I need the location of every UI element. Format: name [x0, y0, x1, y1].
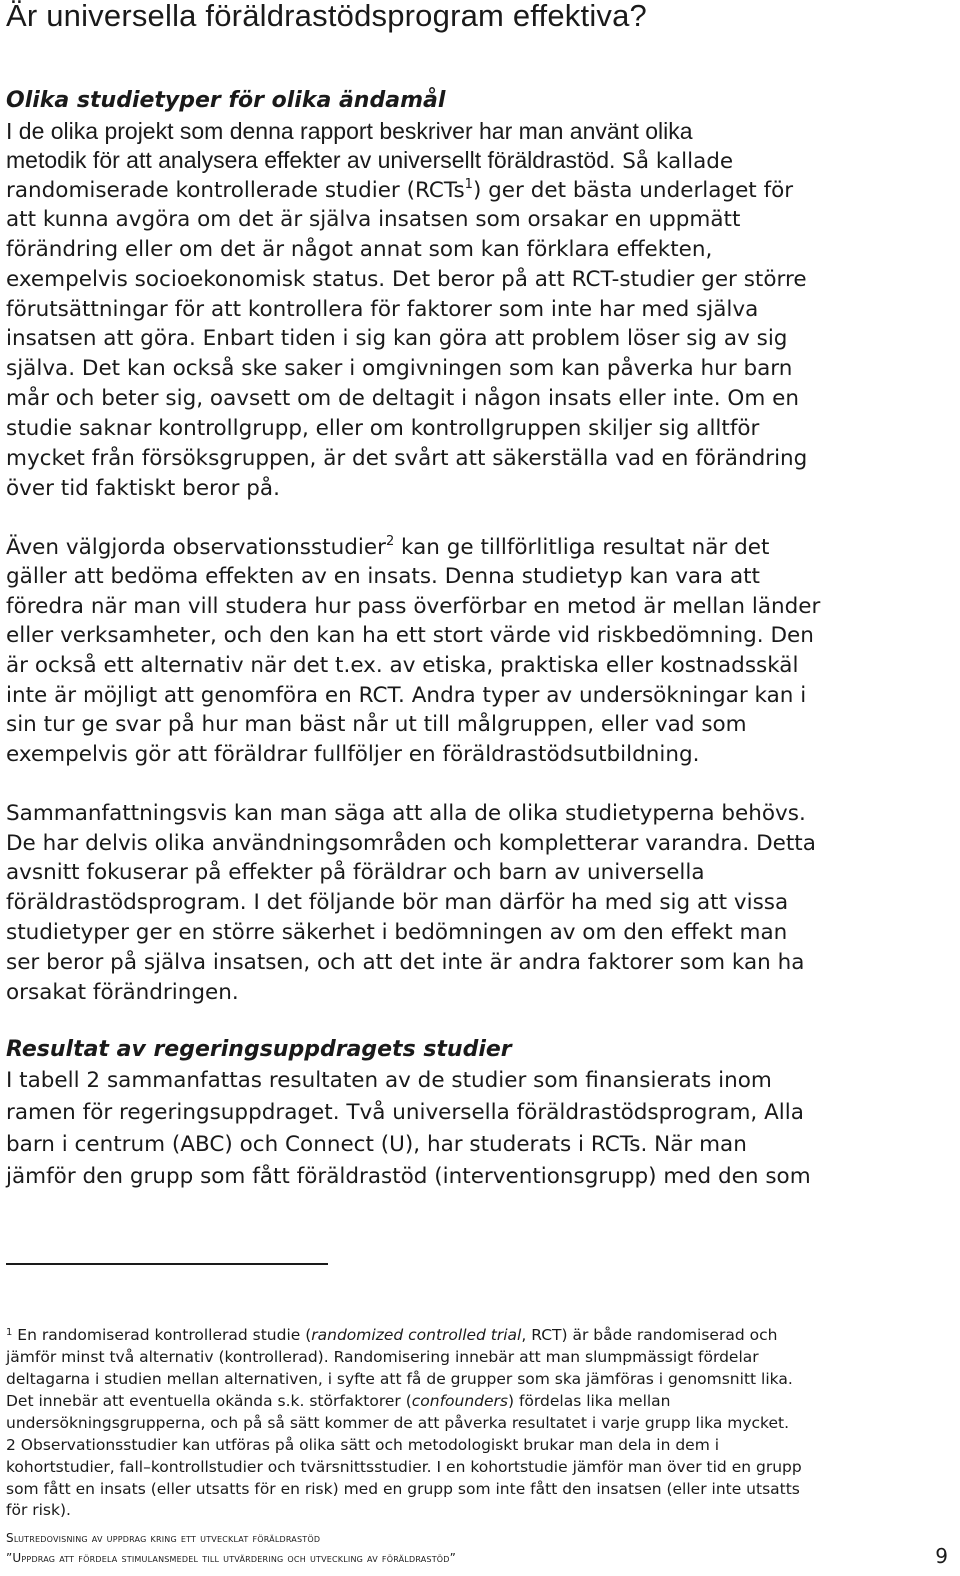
paragraph-line: sin tur ge svar på hur man bäst når ut till målgruppen, eller vad som	[6, 712, 747, 737]
paragraph-line: är också ett alternativ när det t.ex. av etiska, praktiska eller kostnadsskäl	[6, 653, 799, 678]
paragraph-line: barn i centrum (ABC) och Connect (U), har studerats i RCTs. När man	[6, 1132, 747, 1157]
footnote-1-line: $^1$ En randomiserad kontrollerad studie (randomized controlled trial, RCT) är både randomiserad och	[6, 1326, 778, 1344]
paragraph-line: förutsättningar för att kontrollera för faktorer som inte har med själva	[6, 297, 759, 322]
paragraph-line: ramen för regeringsuppdraget. Två universella föräldrastödsprogram, Alla	[6, 1100, 804, 1125]
paragraph-line: mycket från försöksgruppen, är det svårt att säkerställa vad en förändring	[6, 446, 808, 471]
running-footer-line-1	[6, 1531, 320, 1545]
paragraph-line: föräldrastödsprogram. I det följande bör man därför ha med sig att vissa	[6, 890, 789, 915]
footnote-separator	[6, 1263, 328, 1265]
paragraph-line: Sammanfattningsvis kan man säga att alla de olika studietyperna behövs.	[6, 801, 806, 826]
paragraph-line: exempelvis gör att föräldrar fullföljer en föräldrastödsutbildning.	[6, 742, 700, 767]
paragraph-line: metodik för att analysera effekter av universellt föräldrastöd. Så kallade	[6, 147, 734, 174]
paragraph-line: föredra när man vill studera hur pass överförbar en metod är mellan länder	[6, 594, 821, 619]
paragraph-line: ser beror på själva insatsen, och att det inte är andra faktorer som kan ha	[6, 950, 805, 975]
paragraph-line: studietyper ger en större säkerhet i bedömningen av om den effekt man	[6, 920, 788, 945]
footer-text: ”Uppdrag att fördela stimulansmedel till utvärdering och utveckling av föräldrastöd”	[6, 1551, 457, 1565]
paragraph-line: exempelvis socioekonomisk status. Det beror på att RCT-studier ger större	[6, 267, 807, 292]
paragraph-line: Även välgjorda observationsstudier$^2$ kan ge tillförlitliga resultat när det	[6, 534, 770, 560]
footnote-2-line: 2 Observationsstudier kan utföras på olika sätt och metodologiskt brukar man dela in dem i	[6, 1436, 720, 1454]
paragraph-line: avsnitt fokuserar på effekter på föräldrar och barn av universella	[6, 860, 705, 885]
page-number: 9	[935, 1544, 948, 1568]
paragraph-line: att kunna avgöra om det är själva insatsen som orsakar en uppmätt	[6, 207, 741, 232]
footnote-1-line: deltagarna i studien mellan alternativen, i syfte att få de grupper som ska jämföras i genomsnitt lika.	[6, 1370, 793, 1388]
paragraph-line: randomiserade kontrollerade studier (RCTs$^1$) ger det bästa underlaget för	[6, 177, 794, 203]
footnote-1-line: undersökningsgrupperna, och på så sätt kommer de att påverka resultatet i varje grupp lika mycket.	[6, 1414, 790, 1432]
page-title: Är universella föräldrastödsprogram effektiva?	[6, 0, 647, 33]
paragraph-line: eller verksamheter, och den kan ha ett stort värde vid riskbedömning. Den	[6, 623, 814, 648]
paragraph-line: över tid faktiskt beror på.	[6, 476, 280, 501]
footnote-ref-2: 2	[385, 534, 395, 549]
footnote-ref-1: 1	[464, 177, 473, 192]
paragraph-line: inte är möjligt att genomföra en RCT. Andra typer av undersökningar kan i	[6, 683, 807, 708]
section-heading-results: Resultat av regeringsuppdragets studier	[6, 1037, 512, 1062]
paragraph-line: förändring eller om det är något annat som kan förklara effekten,	[6, 237, 713, 262]
running-footer-line-2	[6, 1551, 456, 1565]
paragraph-line: I de olika projekt som denna rapport beskriver har man använt olika	[6, 118, 693, 144]
footnote-2-line: som fått en insats (eller utsatts för en risk) med en grupp som inte fått den insatsen (eller inte utsatts	[6, 1480, 800, 1498]
section-heading-study-types: Olika studietyper för olika ändamål	[6, 88, 446, 113]
footnote-2-line: kohortstudier, fall–kontrollstudier och tvärsnittsstudier. I en kohortstudie jämför man över tid en grupp	[6, 1458, 802, 1476]
paragraph-line: jämför den grupp som fått föräldrastöd (interventionsgrupp) med den som	[6, 1164, 811, 1189]
paragraph-line: mår och beter sig, oavsett om de deltagit i någon insats eller inte. Om en	[6, 386, 799, 411]
paragraph-line: De har delvis olika användningsområden och kompletterar varandra. Detta	[6, 831, 816, 856]
paragraph-line: själva. Det kan också ske saker i omgivningen som kan påverka hur barn	[6, 356, 793, 381]
paragraph-line: insatsen att göra. Enbart tiden i sig kan göra att problem löser sig av sig	[6, 326, 788, 351]
footnote-2-line: för risk).	[6, 1501, 71, 1519]
footnote-1-line: jämför minst två alternativ (kontrollerad). Randomisering innebär att man slumpmässigt fördelar	[6, 1348, 759, 1366]
paragraph-line: orsakat förändringen.	[6, 980, 239, 1005]
paragraph-line: I tabell 2 sammanfattas resultaten av de studier som finansierats inom	[6, 1068, 772, 1093]
paragraph-line: gäller att bedöma effekten av en insats. Denna studietyp kan vara att	[6, 564, 760, 589]
footer-text: Slutredovisning av uppdrag kring ett utvecklat föräldrastöd	[6, 1531, 321, 1545]
paragraph-line: studie saknar kontrollgrupp, eller om kontrollgruppen skiljer sig alltför	[6, 416, 760, 441]
footnote-1-line: Det innebär att eventuella okända s.k. störfaktorer (confounders) fördelas lika mellan	[6, 1392, 671, 1410]
